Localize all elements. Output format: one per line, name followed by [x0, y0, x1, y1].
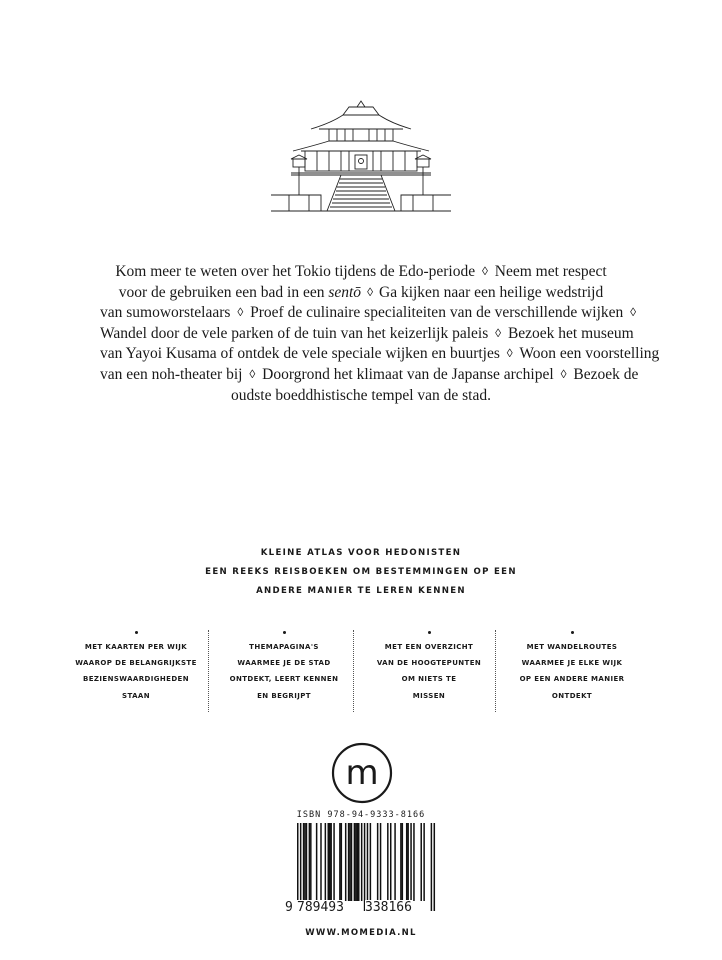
barcode-bar [333, 823, 335, 901]
book-blurb [100, 262, 660, 406]
blurb-text: voor de gebruiken een bad in een [118, 283, 329, 301]
dotted-divider [495, 630, 496, 712]
blurb-line-5 [100, 344, 660, 365]
feature-text: EN BEGRIJPT [257, 691, 311, 700]
features-row [65, 626, 655, 706]
blurb-text: Woon een voorstelling [519, 345, 660, 363]
blurb-text: Bezoek het museum [507, 324, 634, 342]
diamond-separator: ◊ [237, 305, 244, 320]
blurb-text: van een noh-theater bij [100, 365, 243, 383]
barcode-bar [390, 823, 392, 901]
blurb-italic-term: sentō [328, 283, 362, 301]
blurb-text: Ga kijken naar een heilige wedstrijd [379, 283, 604, 301]
barcode-bar [400, 823, 402, 901]
feature-walking-routes [501, 626, 643, 704]
barcode-bar [330, 823, 332, 901]
publisher-logo-icon [331, 742, 393, 804]
feature-text: VAN DE HOOGTEPUNTEN [376, 659, 482, 668]
barcode-bar [394, 823, 396, 901]
barcode-bar [355, 823, 357, 901]
barcode-bar [413, 823, 415, 901]
barcode-bar [377, 823, 379, 901]
barcode-bar [387, 823, 389, 901]
series-title: KLEINE ATLAS VOOR HEDONISTEN [260, 548, 462, 558]
barcode-bar [310, 823, 312, 901]
barcode-bar [348, 823, 350, 901]
barcode-bar [357, 823, 359, 901]
barcode-bar [316, 823, 318, 901]
isbn-label: ISBN 978-94-9333-8166 [296, 810, 426, 820]
barcode-bar [328, 823, 330, 901]
blurb-text: oudste boeddhistische tempel van de stad. [231, 386, 491, 404]
blurb-text: van sumoworstelaars [100, 304, 231, 322]
barcode-bar [341, 823, 343, 901]
feature-theme-pages [213, 626, 355, 704]
barcode-bar [339, 823, 341, 901]
dotted-divider [353, 630, 354, 712]
temple-illustration [271, 95, 451, 223]
bullet-dot-icon [135, 631, 138, 634]
bullet-dot-icon [428, 631, 431, 634]
barcode-bar [300, 823, 302, 911]
blurb-line-2 [100, 283, 622, 304]
diamond-separator: ◊ [364, 284, 376, 299]
feature-text: MET WANDELROUTES [526, 643, 618, 651]
barcode-bar [370, 823, 372, 901]
blurb-line-7 [100, 386, 622, 407]
ean-digit-first: 9 [285, 900, 293, 915]
ean-digits-right: 338166 [365, 900, 412, 915]
blurb-line-3 [100, 303, 637, 324]
feature-maps [65, 626, 207, 704]
barcode-bar [431, 823, 433, 911]
feature-text: BEZIENSWAARDIGHEDEN [83, 675, 189, 684]
barcode-bar [406, 823, 408, 901]
feature-highlights [358, 626, 500, 704]
feature-text: OM NIETS TE [401, 675, 457, 684]
feature-text: THEMAPAGINA'S [249, 643, 319, 651]
feature-text: MET EEN OVERZICHT [384, 643, 474, 651]
feature-text: ONTDEKT [551, 691, 593, 700]
barcode-bar [364, 823, 366, 911]
diamond-separator: ◊ [506, 346, 513, 361]
blurb-text: Bezoek de [573, 365, 639, 383]
feature-text: WAAROP DE BELANGRIJKSTE [75, 659, 197, 668]
barcode-bar [358, 823, 360, 901]
feature-text: OP EEN ANDERE MANIER [519, 675, 625, 684]
barcode-bar [423, 823, 425, 901]
bullet-dot-icon [283, 631, 286, 634]
barcode-bar [297, 823, 299, 911]
logo-letter: m [345, 753, 379, 793]
diamond-separator: ◊ [630, 305, 637, 320]
blurb-text: Neem met respect [494, 263, 607, 280]
barcode-bar [367, 823, 369, 911]
barcode-bar [361, 823, 363, 901]
diamond-separator: ◊ [495, 325, 502, 340]
barcode-bar [329, 823, 331, 901]
barcode-bar [354, 823, 356, 901]
barcode-bar [304, 823, 306, 901]
blurb-text: Doorgrond het klimaat van de Japanse archipel [262, 365, 554, 383]
barcode-bar [320, 823, 322, 901]
diamond-separator: ◊ [560, 366, 567, 381]
feature-text: ONTDEKT, LEERT KENNEN [229, 675, 339, 684]
barcode-bar [345, 823, 347, 901]
blurb-line-1 [100, 262, 622, 283]
feature-text: STAAN [122, 691, 150, 700]
diamond-separator: ◊ [481, 264, 488, 278]
barcode-bar [306, 823, 308, 901]
feature-text: MET KAARTEN PER WIJK [84, 643, 188, 651]
series-description [161, 544, 561, 601]
barcode-bar [351, 823, 353, 901]
blurb-text: van Yayoi Kusama of ontdek de vele speciale wijken en buurtjes [100, 345, 500, 363]
series-subtitle-line: ANDERE MANIER TE LEREN KENNEN [256, 586, 466, 596]
barcode-bar [420, 823, 422, 901]
blurb-line-6 [100, 365, 639, 386]
ean-digits-left: 789493 [297, 900, 344, 915]
barcode-bar [303, 823, 305, 901]
barcode-bar [349, 823, 351, 901]
barcode-bar [380, 823, 382, 901]
diamond-separator: ◊ [249, 366, 256, 381]
blurb-text: Wandel door de vele parken of de tuin van het keizerlijk paleis [100, 324, 489, 342]
dotted-divider [208, 630, 209, 712]
feature-text: WAARMEE JE ELKE WIJK [521, 659, 623, 668]
barcode-bar [402, 823, 404, 901]
barcode-bar [309, 823, 311, 901]
blurb-text: Kom meer te weten over het Tokio tijdens de Edo-periode [115, 263, 476, 280]
publisher-website: WWW.MOMEDIA.NL [305, 928, 417, 938]
barcode-bar [407, 823, 409, 901]
barcode-bar [325, 823, 327, 901]
bullet-dot-icon [571, 631, 574, 634]
blurb-line-4 [100, 324, 634, 345]
feature-text: MISSEN [412, 691, 446, 700]
series-subtitle-line: EEN REEKS REISBOEKEN OM BESTEMMINGEN OP EEN [205, 567, 517, 577]
feature-text: WAARMEE JE DE STAD [237, 659, 331, 668]
barcode-bar [410, 823, 412, 901]
barcode-bar [434, 823, 436, 911]
ean-digits [285, 900, 437, 916]
blurb-text: Proef de culinaire specialiteiten van de verschillende wijken [250, 304, 624, 322]
